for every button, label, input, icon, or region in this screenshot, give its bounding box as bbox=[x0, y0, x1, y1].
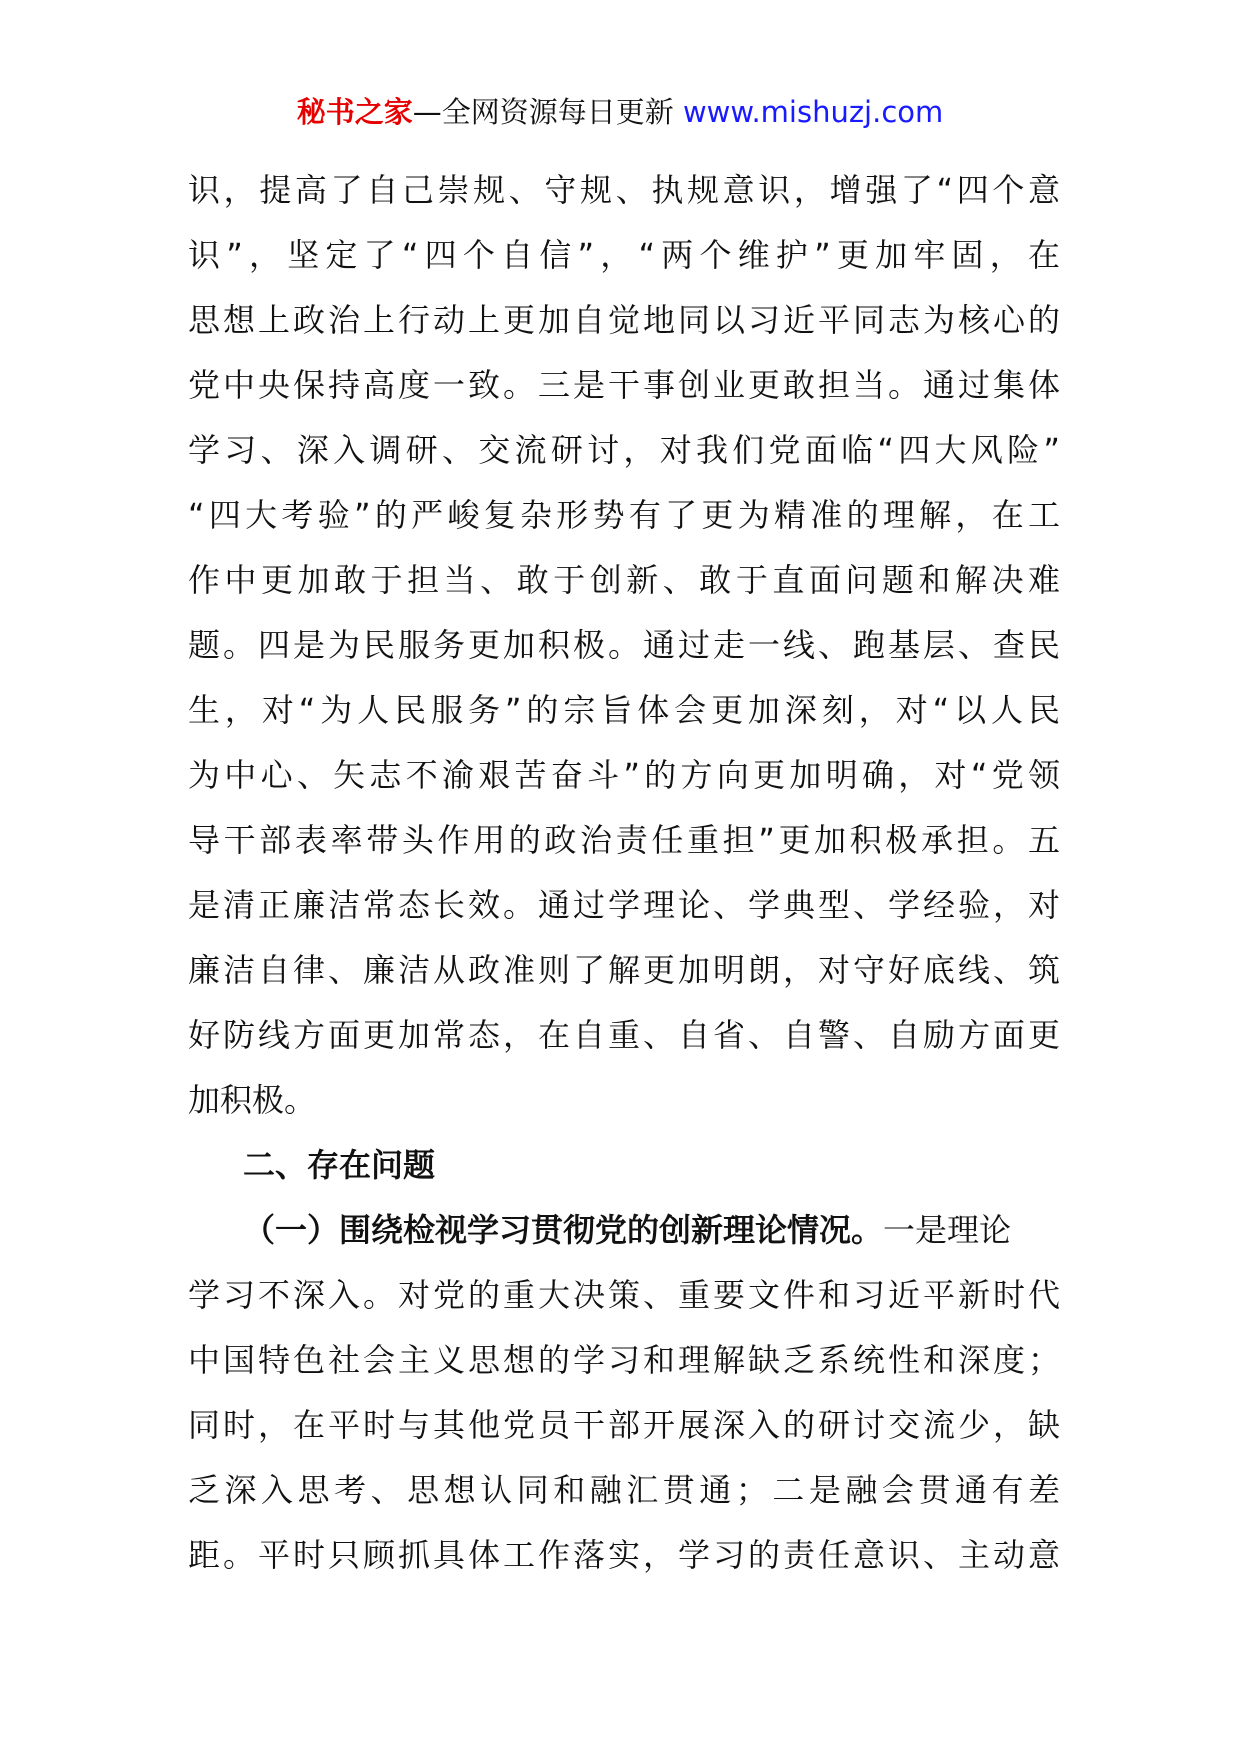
section-heading: 二、存在问题 bbox=[243, 1146, 436, 1184]
body-line: 中国特色社会主义思想的学习和理解缺乏系统性和深度； bbox=[188, 1341, 1060, 1379]
body-line: 思想上政治上行动上更加自觉地同以习近平同志为核心的 bbox=[188, 301, 1060, 339]
body-line: 学习、深入调研、交流研讨，对我们党面临“四大风险” bbox=[188, 431, 1060, 469]
body-line: 廉洁自律、廉洁从政准则了解更加明朗，对守好底线、筑 bbox=[188, 951, 1060, 989]
body-line: 好防线方面更加常态，在自重、自省、自警、自励方面更 bbox=[188, 1016, 1060, 1054]
site-header bbox=[0, 92, 1240, 132]
body-line: 识，提高了自己崇规、守规、执规意识，增强了“四个意 bbox=[188, 171, 1060, 209]
body-line: 题。四是为民服务更加积极。通过走一线、跑基层、查民 bbox=[188, 626, 1060, 664]
body-line: 距。平时只顾抓具体工作落实，学习的责任意识、主动意 bbox=[188, 1536, 1060, 1574]
body-line: 识”，坚定了“四个自信”，“两个维护”更加牢固，在 bbox=[188, 236, 1060, 274]
body-line: “四大考验”的严峻复杂形势有了更为精准的理解，在工 bbox=[188, 496, 1060, 534]
body-line: 乏深入思考、思想认同和融汇贯通；二是融会贯通有差 bbox=[188, 1471, 1060, 1509]
body-line: 导干部表率带头作用的政治责任重担”更加积极承担。五 bbox=[188, 821, 1060, 859]
subsection-first-line bbox=[188, 1198, 1060, 1263]
body-line: 加积极。 bbox=[188, 1081, 317, 1119]
body-line: 学习不深入。对党的重大决策、重要文件和习近平新时代 bbox=[188, 1276, 1060, 1314]
body-line: 生，对“为人民服务”的宗旨体会更加深刻，对“以人民 bbox=[188, 691, 1060, 729]
site-brand: 秘书之家 bbox=[296, 95, 413, 129]
body-line: 作中更加敢于担当、敢于创新、敢于直面问题和解决难 bbox=[188, 561, 1060, 599]
body-line: 同时，在平时与其他党员干部开展深入的研讨交流少，缺 bbox=[188, 1406, 1060, 1444]
document-body bbox=[188, 158, 1060, 1588]
site-url-link[interactable]: www.mishuzj.com bbox=[682, 95, 944, 129]
subsection-heading: （一）围绕检视学习贯彻党的创新理论情况。 bbox=[243, 1211, 884, 1249]
body-line: 党中央保持高度一致。三是干事创业更敢担当。通过集体 bbox=[188, 366, 1060, 404]
body-line: 为中心、矢志不渝艰苦奋斗”的方向更加明确，对“党领 bbox=[188, 756, 1060, 794]
subsection-text: 一是理论 bbox=[883, 1211, 1012, 1249]
site-tagline: —全网资源每日更新 bbox=[412, 95, 683, 129]
body-line: 是清正廉洁常态长效。通过学理论、学典型、学经验，对 bbox=[188, 886, 1060, 924]
